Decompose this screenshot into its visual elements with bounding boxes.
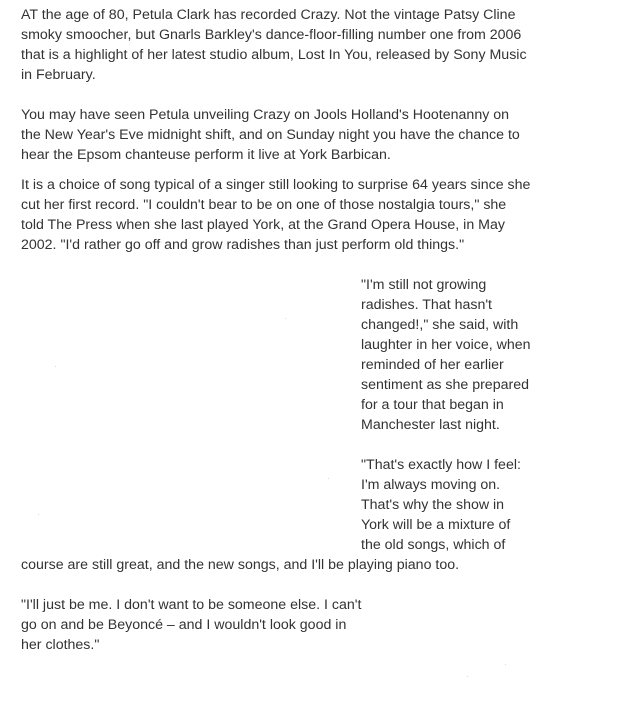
article-body [21,5,531,655]
artifact-speck [55,366,56,367]
article-paragraph-2: You may have seen Petula unveiling Crazy on Jools Holland's Hootenanny on the New Year's Eve midnight shift, and on Sunday night you have the chance to hear the Epsom chanteuse perform it live at York Barbican. [21,107,520,163]
article-paragraph-3: It is a choice of song typical of a singer still looking to surprise 64 years since she cut her first record. "I couldn't bear to be on one of those nostalgia tours," she told The Press when she last played York, at the Grand Opera House, in May 2002. "I'd rather go off and grow radishes than just perform old things." [21,177,531,253]
artifact-speck [328,478,329,479]
article-paragraph-6: "I'll just be me. I don't want to be someone else. I can't go on and be Beyoncé – and I wouldn't look good in her clothes." [21,597,362,653]
paragraph-spacer [21,575,531,595]
artifact-speck [505,664,506,665]
empty-image-placeholder [21,275,361,555]
article-paragraph-5: "That's exactly how I feel: I'm always moving on. That's why the show in York will be a mixture of the old songs, which of course are still great, and the new songs, and I'll be playing piano too. [21,457,521,573]
artifact-speck [467,676,468,677]
article-paragraph-1: AT the age of 80, Petula Clark has recorded Crazy. Not the vintage Patsy Cline smoky smoocher, but Gnarls Barkley's dance-floor-filling number one from 2006 that is a highlight of her latest studio album, Lost In You, released by Sony Music in February. [21,7,527,83]
article-paragraph-4: "I'm still not growing radishes. That hasn't changed!," she said, with laughter in her voice, when reminded of her earlier sentiment as she prepared for a tour that began in Manchester last night. [361,277,531,433]
artifact-speck [38,514,39,515]
artifact-speck [285,318,286,319]
